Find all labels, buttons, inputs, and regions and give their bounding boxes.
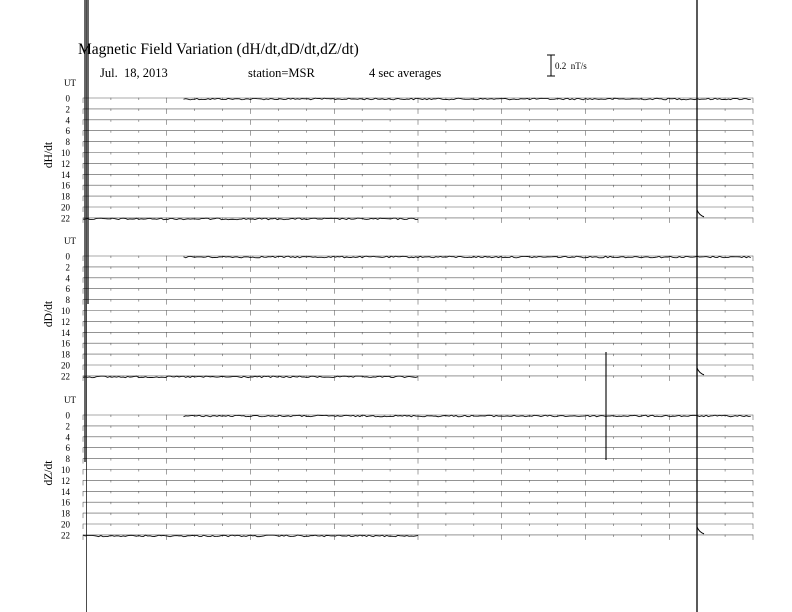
hour-tick-label: 12 (61, 316, 70, 327)
data-trace (184, 415, 751, 417)
data-trace (184, 256, 751, 258)
hour-tick-label: 22 (61, 213, 70, 224)
panel-dZ-dt (43, 395, 753, 540)
hour-tick-label: 12 (61, 158, 70, 169)
scale-bar (547, 55, 587, 76)
scale-bar-label: 0.2 nT/s (555, 61, 587, 71)
ut-label: UT (64, 78, 76, 88)
data-trace (184, 98, 751, 100)
panel-axis-label: dD/dt (43, 300, 55, 328)
hour-tick-label: 2 (65, 104, 70, 115)
panel-axis-label: dH/dt (43, 141, 55, 169)
hour-tick-label: 22 (61, 530, 70, 541)
hour-tick-label: 2 (65, 262, 70, 273)
hour-tick-label: 0 (65, 410, 70, 421)
hour-tick-label: 22 (61, 371, 70, 382)
hour-tick-label: 6 (65, 443, 70, 454)
hour-tick-label: 0 (65, 251, 70, 262)
onset-step (697, 527, 704, 534)
station-label: station=MSR (248, 66, 315, 80)
hour-tick-label: 18 (61, 191, 70, 202)
hour-tick-label: 12 (61, 475, 70, 486)
panel-dD-dt (43, 236, 753, 381)
hour-tick-label: 20 (61, 202, 70, 213)
hour-tick-label: 10 (61, 148, 70, 158)
hour-tick-label: 8 (65, 137, 70, 148)
hour-tick-label: 6 (65, 126, 70, 137)
hour-tick-label: 14 (61, 486, 70, 497)
ut-label: UT (64, 395, 76, 405)
hour-tick-label: 4 (65, 273, 70, 284)
hour-tick-label: 16 (61, 180, 70, 191)
hour-tick-label: 20 (61, 519, 70, 530)
hour-tick-label: 8 (65, 454, 70, 465)
hour-tick-label: 14 (61, 169, 70, 180)
averaging-label: 4 sec averages (369, 66, 442, 80)
ut-label: UT (64, 236, 76, 246)
date-label: Jul. 18, 2013 (100, 66, 168, 80)
hour-tick-label: 18 (61, 508, 70, 519)
hour-tick-label: 16 (61, 338, 70, 349)
hour-tick-label: 18 (61, 349, 70, 360)
hour-tick-label: 16 (61, 497, 70, 508)
panels-group (43, 78, 753, 540)
onset-step (697, 210, 704, 217)
hour-tick-label: 0 (65, 93, 70, 104)
hour-tick-label: 4 (65, 432, 70, 443)
hour-tick-label: 10 (61, 306, 70, 316)
panel-axis-label: dZ/dt (43, 460, 55, 486)
onset-step (697, 368, 704, 375)
hour-tick-label: 6 (65, 284, 70, 295)
hour-tick-label: 14 (61, 327, 70, 338)
hour-tick-label: 10 (61, 465, 70, 475)
hour-tick-label: 2 (65, 421, 70, 432)
hour-tick-label: 4 (65, 115, 70, 126)
hour-tick-label: 8 (65, 295, 70, 306)
hour-tick-label: 20 (61, 360, 70, 371)
panel-dH-dt (43, 78, 753, 223)
chart-title: Magnetic Field Variation (dH/dt,dD/dt,dZ/dt) (78, 41, 359, 58)
